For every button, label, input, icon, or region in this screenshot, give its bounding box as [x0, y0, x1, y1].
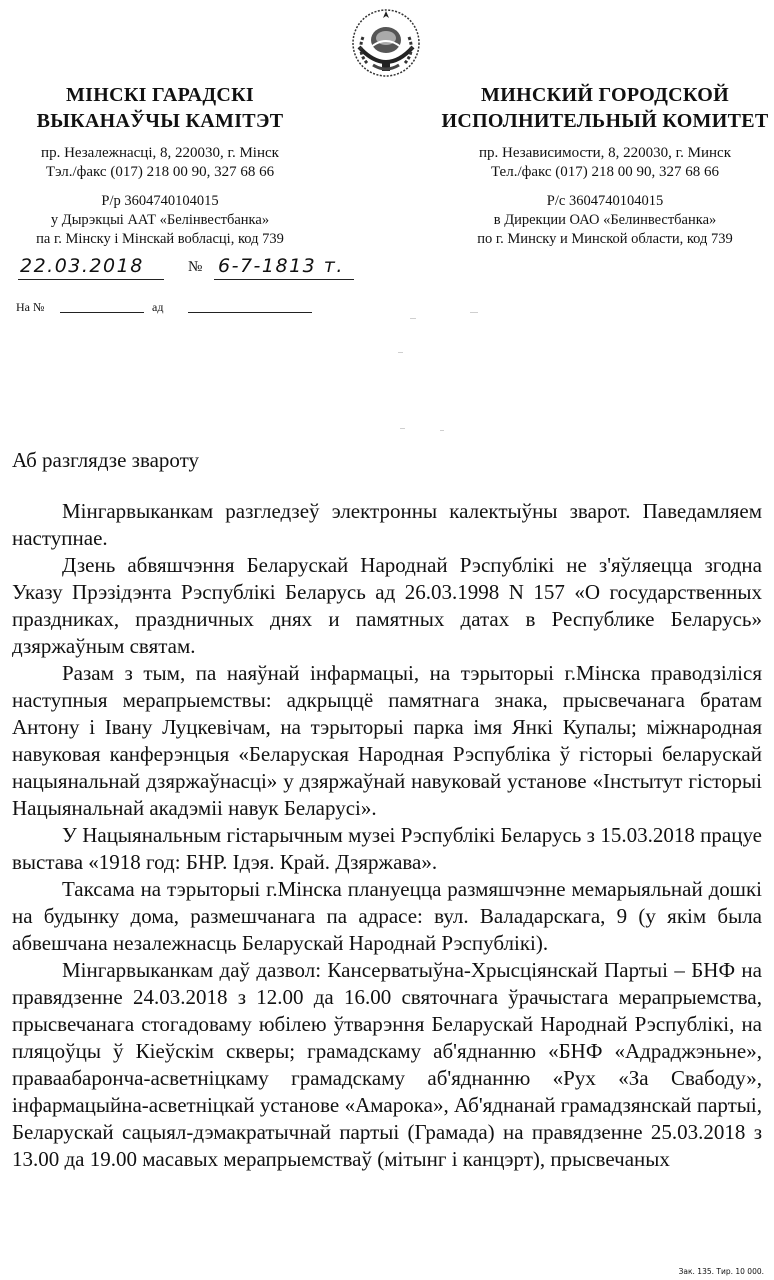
body-paragraph: Мінгарвыканкам разгледзеў электронны калектыўны зварот. Паведамляем наступнае.	[12, 499, 762, 550]
bank-region: по г. Минску и Минской области, код 739	[477, 231, 733, 247]
scan-artifact	[410, 318, 416, 319]
print-footer: Зак. 135. Тир. 10 000.	[678, 1267, 764, 1276]
org-address: пр. Независимости, 8, 220030, г. Минск	[479, 145, 731, 161]
registration-number-label: №	[188, 259, 203, 275]
bank-name: у Дырэкцыі ААТ «Белінвестбанка»	[50, 212, 270, 228]
number-underline	[214, 279, 354, 280]
org-name-line2: ИСПОЛНИТЕЛЬНЫЙ КОМИТЕТ	[441, 110, 769, 132]
org-address: пр. Незалежнасці, 8, 220030, г. Мінск	[41, 145, 279, 161]
bank-account: Р/с 3604740104015	[546, 193, 664, 209]
scan-artifact	[470, 312, 478, 313]
bank-region: па г. Мінску і Мінскай вобласці, код 739	[36, 231, 284, 247]
reference-line	[16, 298, 336, 318]
scan-artifact	[398, 352, 403, 353]
header-left	[10, 82, 310, 249]
registration-number: 6-7-1813 т.	[218, 255, 344, 277]
scan-artifact	[400, 428, 405, 429]
state-emblem-icon	[349, 7, 423, 79]
date-underline	[18, 279, 164, 280]
on-no-underline	[60, 312, 144, 313]
bank-name: в Дирекции ОАО «Белинвестбанка»	[493, 212, 717, 228]
org-name-line1: МИНСКИЙ ГОРОДСКОЙ	[481, 84, 729, 106]
scan-artifact	[440, 430, 444, 431]
body-paragraph: Таксама на тэрыторыі г.Мінска плануецца размяшчэнне мемарыяльнай дошкі на будынку дома, размешчанага па адрасе: вул. Валадарскага, 9 (у якім была абвешчана незалежнасць Беларускай Народнай Рэспублікі).	[12, 877, 762, 955]
registration-date: 22.03.2018	[20, 255, 144, 277]
from-label: ад	[152, 300, 164, 314]
org-name-line1: МІНСКІ ГАРАДСКІ	[65, 84, 255, 106]
on-no-label: На №	[16, 300, 45, 314]
org-phone: Тэл./факс (017) 218 00 90, 327 68 66	[45, 164, 275, 180]
body-paragraph: Дзень абвяшчэння Беларускай Народнай Рэспублікі не з'яўляецца згодна Указу Прэзідэнта Рэспублікі Беларусь ад 26.03.1998 N 157 «О государственных праздниках, праздничных днях и памятных датах в Республике Беларусь» дзяржаўным святам.	[12, 553, 762, 658]
body-paragraph: Мінгарвыканкам даў дазвол: Кансерватыўна-Хрысціянскай Партыі – БНФ на правядзенне 24.03.2018 з 12.00 да 16.00 святочнага ўрачыстага мерапрыемства, прысвечанага стогадоваму юбілею ўтварэння Беларускай Народнай Рэспублікі, на пляцоўцы ў Кіеўскім скверы; грамадскаму аб'яднанню «БНФ «Адраджэньне», праваабаронча-асветніцкаму грамадскаму аб'яднанню «Рух «За Свабоду», інфармацыйна-асветніцкай установе «Амарока», Аб'яднанай грамадзянскай партыі, Беларускай сацыял-дэмакратычнай партыі (Грамада) на правядзенне 25.03.2018 з 13.00 да 19.00 масавых мерапрыемстваў (мітынг і канцэрт), прысвечаных	[12, 958, 762, 1171]
org-name-line2: ВЫКАНАЎЧЫ КАМІТЭТ	[36, 110, 284, 132]
letter-body	[12, 498, 762, 1173]
body-paragraph: Разам з тым, па наяўнай інфармацыі, на тэрыторыі г.Мінска праводзіліся наступныя мерапрыемствы: адкрыццё памятнага знака, прысвечанага братам Антону і Івану Луцкевічам, на тэрыторыі парка імя Янкі Купалы; міжнародная навуковая канферэнцыя «Беларуская Народная Рэспубліка ў гісторыі беларускай нацыянальнай дзяржаўнасці» у дзяржаўнай навуковай установе «Інстытут гісторыі Нацыянальнай акадэміі навук Беларусі».	[12, 661, 762, 820]
from-underline	[188, 312, 312, 313]
registration-line	[18, 254, 378, 282]
org-phone: Тел./факс (017) 218 00 90, 327 68 66	[490, 164, 720, 180]
bank-account: Р/р 3604740104015	[101, 193, 219, 209]
header-right	[440, 82, 770, 249]
letter-subject: Аб разглядзе звароту	[12, 448, 200, 472]
body-paragraph: У Нацыянальным гістарычным музеі Рэспублікі Беларусь з 15.03.2018 працуе выстава «1918 год: БНР. Ідэя. Край. Дзяржава».	[12, 823, 762, 874]
